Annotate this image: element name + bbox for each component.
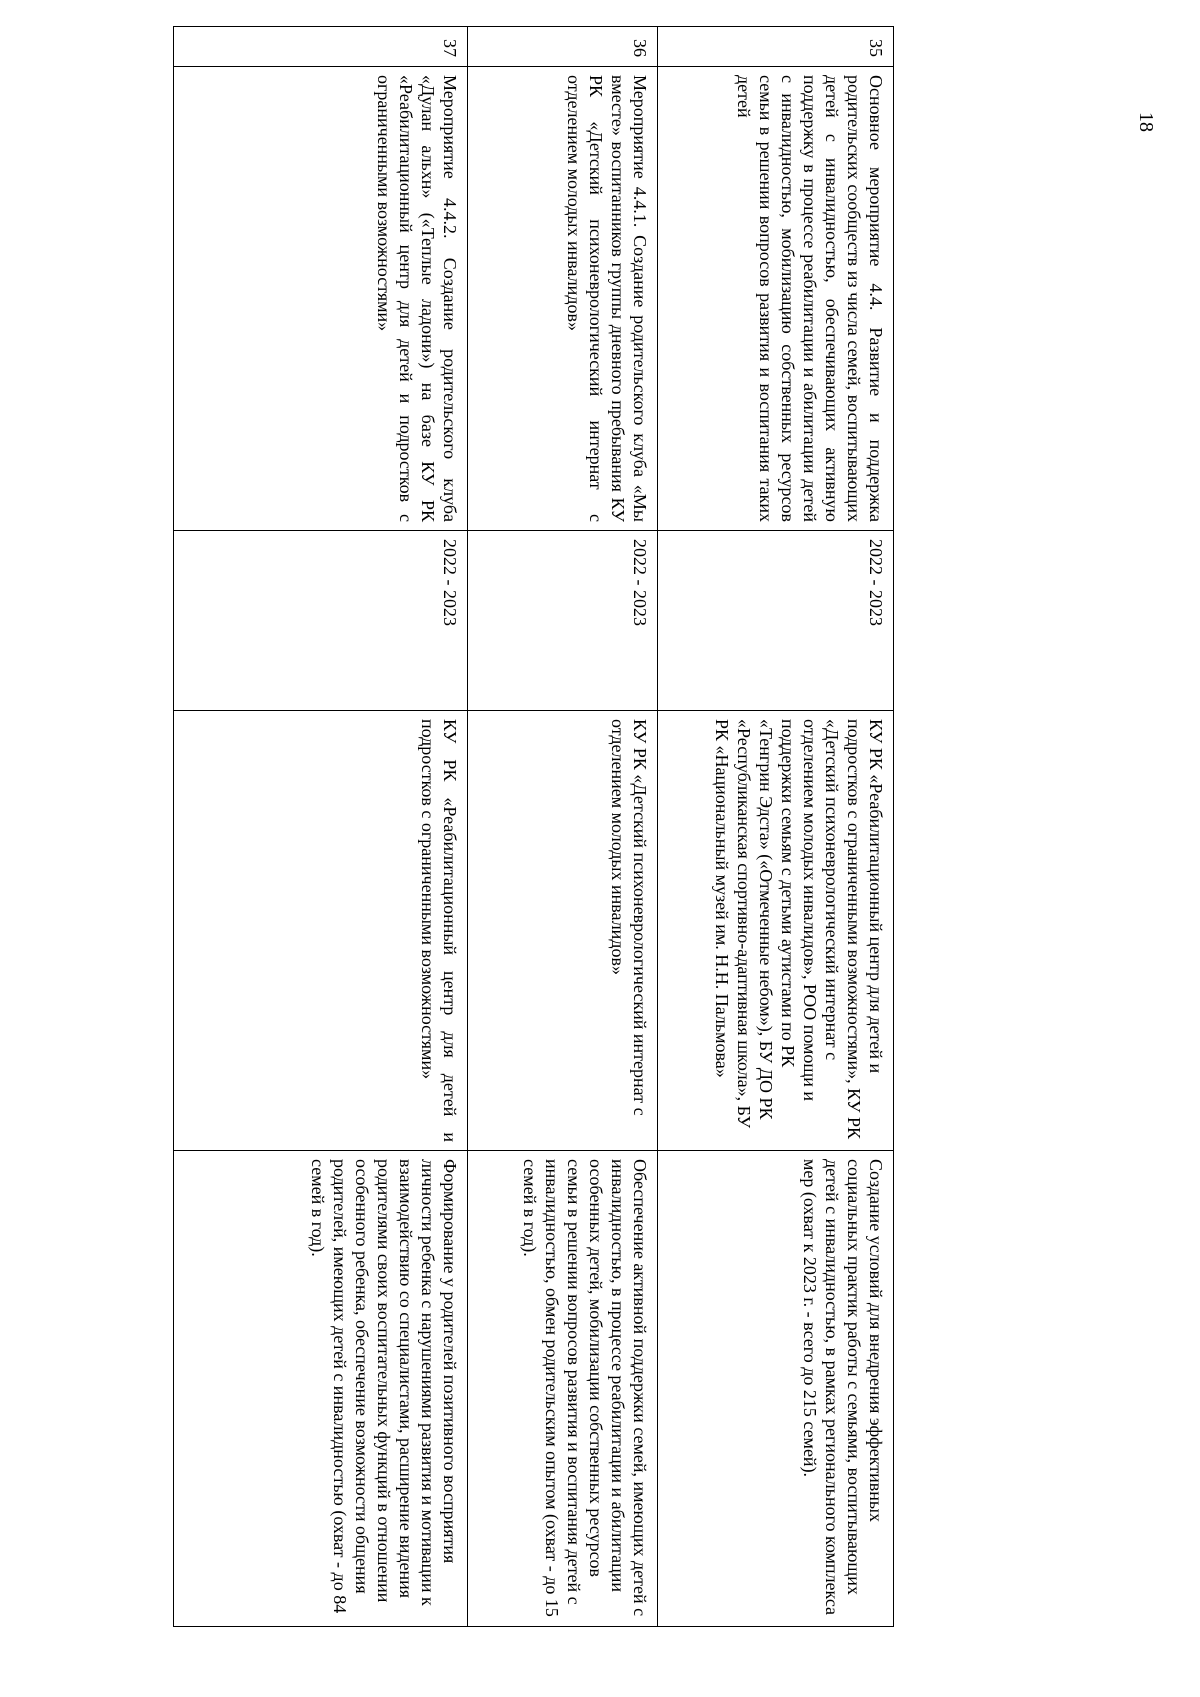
executors-cell: КУ РК «Реабилитационный центр для детей и подростков с ограниченными возможностями» bbox=[174, 711, 468, 1151]
row-number: 36 bbox=[468, 27, 658, 67]
result-cell: Создание условий для внедрения эффективных социальных практик работы с семьями, воспитывающих детей с инвалидностью, в рамках регионального комплекса мер (охват к 2023 г. - всего до 215 семей). bbox=[658, 1151, 894, 1627]
measures-table bbox=[173, 26, 894, 1627]
result-cell: Формирование у родителей позитивного восприятия личности ребенка с нарушениями развития и мотивации к взаимодействию со специалистами, расширение видения родителями своих воспитательных функций в отношении особенного ребенка, обеспечение возможности общения родителей, имеющих детей с инвалидностью (охват - до 84 семей в год). bbox=[174, 1151, 468, 1627]
table-row bbox=[658, 27, 894, 1627]
executors-cell: КУ РК «Детский психоневрологический интернат с отделением молодых инвалидов» bbox=[468, 711, 658, 1151]
row-number: 35 bbox=[658, 27, 894, 67]
period-cell: 2022 - 2023 bbox=[174, 531, 468, 711]
period-cell: 2022 - 2023 bbox=[658, 531, 894, 711]
period-cell: 2022 - 2023 bbox=[468, 531, 658, 711]
event-cell: Мероприятие 4.4.1. Создание родительского клуба «Мы вместе» воспитанников группы дневного пребывания КУ РК «Детский психоневрологический интернат с отделением молодых инвалидов» bbox=[468, 67, 658, 531]
rotated-table-container bbox=[174, 26, 894, 1626]
executors-cell: КУ РК «Реабилитационный центр для детей и подростков с ограниченными возможностями», КУ РК «Детский психоневрологический интернат с отделением молодых инвалидов», РОО помощи и поддержки семьям с детьми аутистами по РК «Тенгрин Эдста» («Отмеченные небом»), БУ ДО РК «Республиканская спортивно-адаптивная школа», БУ РК «Национальный музей им. Н.Н. Пальмова» bbox=[658, 711, 894, 1151]
result-cell: Обеспечение активной поддержки семей, имеющих детей с инвалидностью, в процессе реабилитации и абилитации особенных детей, мобилизации собственных ресурсов семьи в решении вопросов развития и воспитания детей с инвалидностью, обмен родительским опытом (охват - до 15 семей в год). bbox=[468, 1151, 658, 1627]
event-cell: Мероприятие 4.4.2. Создание родительского клуба «Дулан альхн» («Теплые ладони») на базе КУ РК «Реабилитационный центр для детей и подростков с ограниченными возможностями» bbox=[174, 67, 468, 531]
event-cell: Основное мероприятие 4.4. Развитие и поддержка родительских сообществ из числа семей, воспитывающих детей с инвалидностью, обеспечивающих активную поддержку в процессе реабилитации и абилитации детей с инвалидностью, мобилизацию собственных ресурсов семьи в решении вопросов развития и воспитания таких детей bbox=[658, 67, 894, 531]
table-row bbox=[468, 27, 658, 1627]
table-row bbox=[174, 27, 468, 1627]
row-number: 37 bbox=[174, 27, 468, 67]
page-number: 18 bbox=[1135, 112, 1157, 132]
